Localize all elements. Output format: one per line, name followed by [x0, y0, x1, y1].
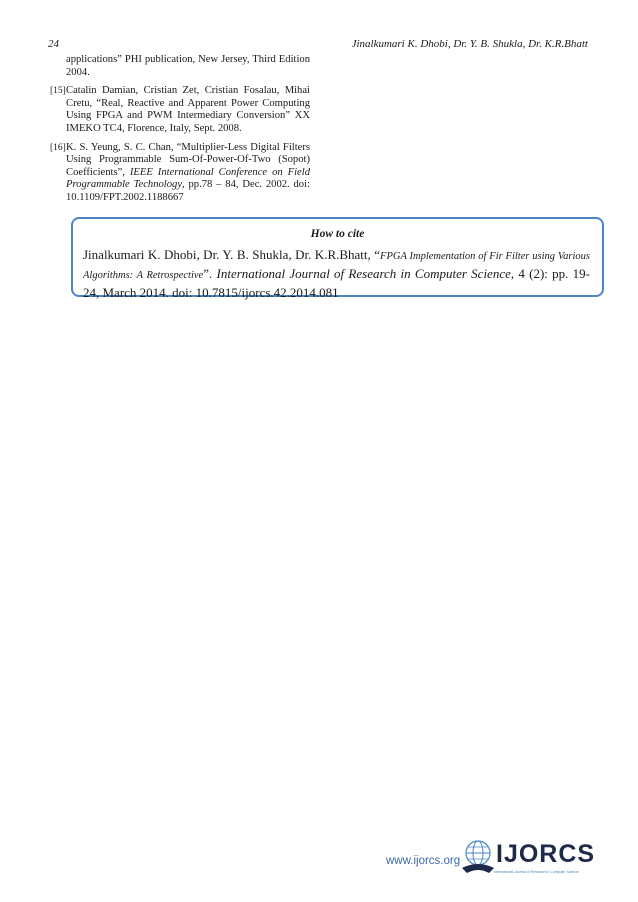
cite-journal: International Journal of Research in Computer Science — [216, 266, 511, 281]
references-list — [50, 54, 310, 211]
reference-text-tail: , pp.78 – 84, Dec. 2002. doi: 10.1109/FPT.2002.1188667 — [66, 179, 310, 203]
reference-text: Catalin Damian, Cristian Zet, Cristian Fosalau, Mihai Cretu, “Real, Reactive and Apparent Power Computing Using FPGA and PWM Intermediary Conversion” XX IMEKO TC4, Florence, Italy, Sept. 2008. — [66, 85, 310, 134]
cite-details: , 4 (2): pp. 19-24, March 2014. doi: 10.7815/ijorcs.42.2014.081 — [83, 266, 590, 300]
page-number: 24 — [48, 38, 59, 50]
reference-text: K. S. Yeung, S. C. Chan, “Multiplier-Less Digital Filters Using Programmable Sum-Of-Power-Of-Two (Sopot) Coefficients”, — [66, 141, 310, 178]
journal-logo: IJORCS — [496, 840, 596, 868]
journal-tagline: International Journal of Research in Computer Science — [494, 870, 580, 874]
cite-title: How to cite — [310, 228, 365, 240]
cite-separator: ”. — [203, 266, 217, 281]
page-header — [0, 38, 638, 52]
reference-number: [16] — [50, 142, 66, 153]
reference-16 — [50, 142, 310, 205]
footer-branding — [386, 838, 596, 878]
cite-authors: Jinalkumari K. Dhobi, Dr. Y. B. Shukla, Dr. K.R.Bhatt, “ — [83, 247, 381, 262]
running-head-authors: Jinalkumari K. Dhobi, Dr. Y. B. Shukla, Dr. K.R.Bhatt — [351, 38, 588, 50]
cite-text — [83, 246, 590, 301]
journal-url-link[interactable]: www.ijorcs.org — [386, 855, 461, 867]
reference-15 — [50, 85, 310, 135]
cite-paper-title: FPGA Implementation of Fir Filter using Various Algorithms: A Retrospective — [83, 251, 590, 281]
how-to-cite-box — [71, 217, 604, 300]
globe-icon — [459, 838, 497, 876]
reference-continuation: applications” PHI publication, New Jersey, Third Edition 2004. — [66, 54, 310, 78]
reference-number: [15] — [50, 86, 66, 97]
reference-venue: IEEE International Conference on Field Programmable Technology — [66, 166, 310, 191]
